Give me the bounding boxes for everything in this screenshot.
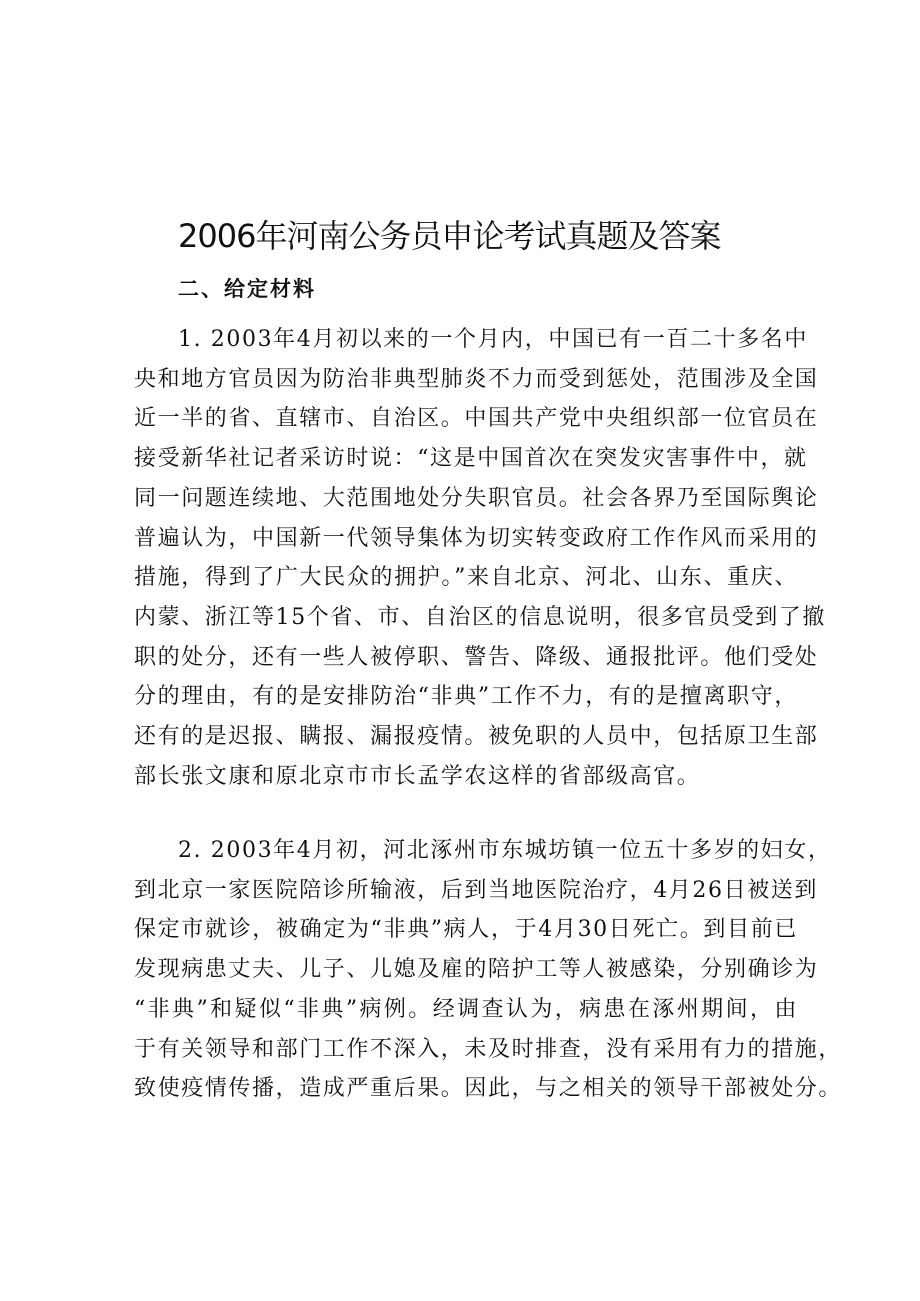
paragraph-line: 内蒙、浙江等15个省、市、自治区的信息说明，很多官员受到了撤 [134, 604, 826, 630]
paragraph-line: 接受新华社记者采访时说：“这是中国首次在突发灾害事件中，就 [134, 446, 808, 472]
paragraph-line: 近一半的省、直辖市、自治区。中国共产党中央组织部一位官员在 [134, 406, 819, 432]
paragraph-1 [134, 320, 826, 796]
paragraph-line: 普遍认为，中国新一代领导集体为切实转变政府工作作风而采用的 [134, 525, 819, 551]
paragraph-line: 央和地方官员因为防治非典型肺炎不力而受到惩处，范围涉及全国 [134, 366, 819, 392]
document-title: 2006年河南公务员申论考试真题及答案 [178, 217, 721, 255]
paragraph-line: 分的理由，有的是安排防治“非典”工作不力，有的是擅离职守， [134, 684, 798, 710]
paragraph-line: 到北京一家医院陪诊所输液，后到当地医院治疗，4月26日被送到 [134, 877, 818, 903]
paragraph-line: 同一问题连续地、大范围地处分失职官员。社会各界乃至国际舆论 [134, 485, 819, 511]
paragraph-line: 1. 2003年4月初以来的一个月内，中国已有一百二十多名中 [178, 327, 808, 352]
paragraph-line: “非典”和疑似“非典”病例。经调查认为，病患在涿州期间，由 [134, 996, 798, 1022]
paragraph-line: 致使疫情传播，造成严重后果。因此，与之相关的领导干部被处分。 [134, 1076, 843, 1102]
paragraph-line: 还有的是迟报、瞒报、漏报疫情。被免职的人员中，包括原卫生部 [134, 724, 819, 750]
paragraph-line: 发现病患丈夫、儿子、儿媳及雇的陪护工等人被感染，分别确诊为 [134, 957, 819, 983]
paragraph-line: 职的处分，还有一些人被停职、警告、降级、通报批评。他们受处 [134, 644, 819, 670]
paragraph-2 [134, 831, 843, 1109]
paragraph-line: 2. 2003年4月初，河北涿州市东城坊镇一位五十多岁的妇女， [178, 838, 832, 863]
paragraph-line: 保定市就诊，被确定为“非典”病人，于4月30日死亡。到目前已 [134, 917, 798, 943]
paragraph-line: 措施，得到了广大民众的拥护。”来自北京、河北、山东、重庆、 [134, 565, 798, 591]
section-heading: 二、给定材料 [178, 276, 316, 301]
paragraph-line: 于有关领导和部门工作不深入，未及时排查，没有采用有力的措施， [134, 1036, 843, 1062]
paragraph-line: 部长张文康和原北京市市长孟学农这样的省部级高官。 [134, 763, 701, 789]
